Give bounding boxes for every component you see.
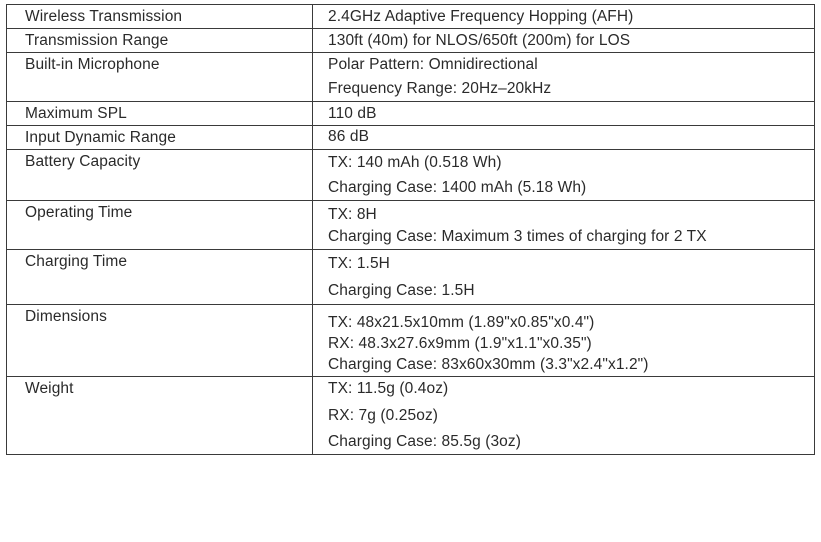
spec-value: Charging Case: 1.5H: [328, 282, 475, 299]
spec-value: Polar Pattern: Omnidirectional: [328, 56, 538, 73]
spec-value-cell: [313, 29, 815, 53]
spec-label: Charging Time: [25, 253, 128, 270]
spec-label-cell: [7, 377, 313, 455]
spec-value-cell: [313, 126, 815, 150]
spec-value-cell: [313, 250, 815, 305]
table-row: [7, 250, 815, 305]
spec-value-cell: [313, 377, 815, 455]
table-row: [7, 201, 815, 250]
spec-label: Weight: [25, 380, 74, 397]
spec-label: Input Dynamic Range: [25, 129, 176, 146]
spec-value-cell: [313, 150, 815, 201]
table-row: [7, 5, 815, 29]
spec-value: TX: 1.5H: [328, 255, 390, 272]
spec-value-cell: [313, 201, 815, 250]
specifications-table: [6, 4, 815, 455]
spec-label: Battery Capacity: [25, 153, 141, 170]
table-row: [7, 53, 815, 102]
spec-value: RX: 48.3x27.6x9mm (1.9"x1.1"x0.35"): [328, 335, 592, 352]
spec-value: 110 dB: [328, 105, 377, 122]
table-row: [7, 29, 815, 53]
table-row: [7, 305, 815, 377]
spec-label-cell: [7, 126, 313, 150]
spec-value-cell: [313, 53, 815, 102]
spec-label: Dimensions: [25, 308, 107, 325]
spec-value: 86 dB: [328, 128, 370, 145]
spec-value: TX: 11.5g (0.4oz): [328, 380, 449, 397]
spec-label: Wireless Transmission: [25, 8, 183, 25]
spec-label-cell: [7, 102, 313, 126]
spec-value: Charging Case: 1400 mAh (5.18 Wh): [328, 179, 587, 196]
spec-value: Charging Case: 83x60x30mm (3.3"x2.4"x1.2"): [328, 356, 649, 373]
spec-value-cell: [313, 305, 815, 377]
spec-value-cell: [313, 5, 815, 29]
spec-value: TX: 48x21.5x10mm (1.89"x0.85"x0.4"): [328, 314, 595, 331]
spec-label-cell: [7, 305, 313, 377]
table-row: [7, 102, 815, 126]
table-row: [7, 377, 815, 455]
spec-value: Charging Case: 85.5g (3oz): [328, 433, 522, 450]
table-row: [7, 126, 815, 150]
spec-value: RX: 7g (0.25oz): [328, 407, 439, 424]
spec-label: Transmission Range: [25, 32, 169, 49]
spec-value-cell: [313, 102, 815, 126]
table-row: [7, 150, 815, 201]
spec-value: TX: 140 mAh (0.518 Wh): [328, 154, 502, 171]
spec-label-cell: [7, 201, 313, 250]
spec-value: Charging Case: Maximum 3 times of charging for 2 TX: [328, 228, 707, 245]
spec-label-cell: [7, 29, 313, 53]
spec-value: Frequency Range: 20Hz–20kHz: [328, 80, 552, 97]
spec-label-cell: [7, 250, 313, 305]
spec-label-cell: [7, 5, 313, 29]
spec-label: Maximum SPL: [25, 105, 127, 122]
spec-value: 2.4GHz Adaptive Frequency Hopping (AFH): [328, 8, 634, 25]
spec-label-cell: [7, 53, 313, 102]
spec-value: 130ft (40m) for NLOS/650ft (200m) for LOS: [328, 32, 631, 49]
spec-value: TX: 8H: [328, 206, 377, 223]
spec-label: Built-in Microphone: [25, 56, 160, 73]
spec-label-cell: [7, 150, 313, 201]
spec-label: Operating Time: [25, 204, 133, 221]
